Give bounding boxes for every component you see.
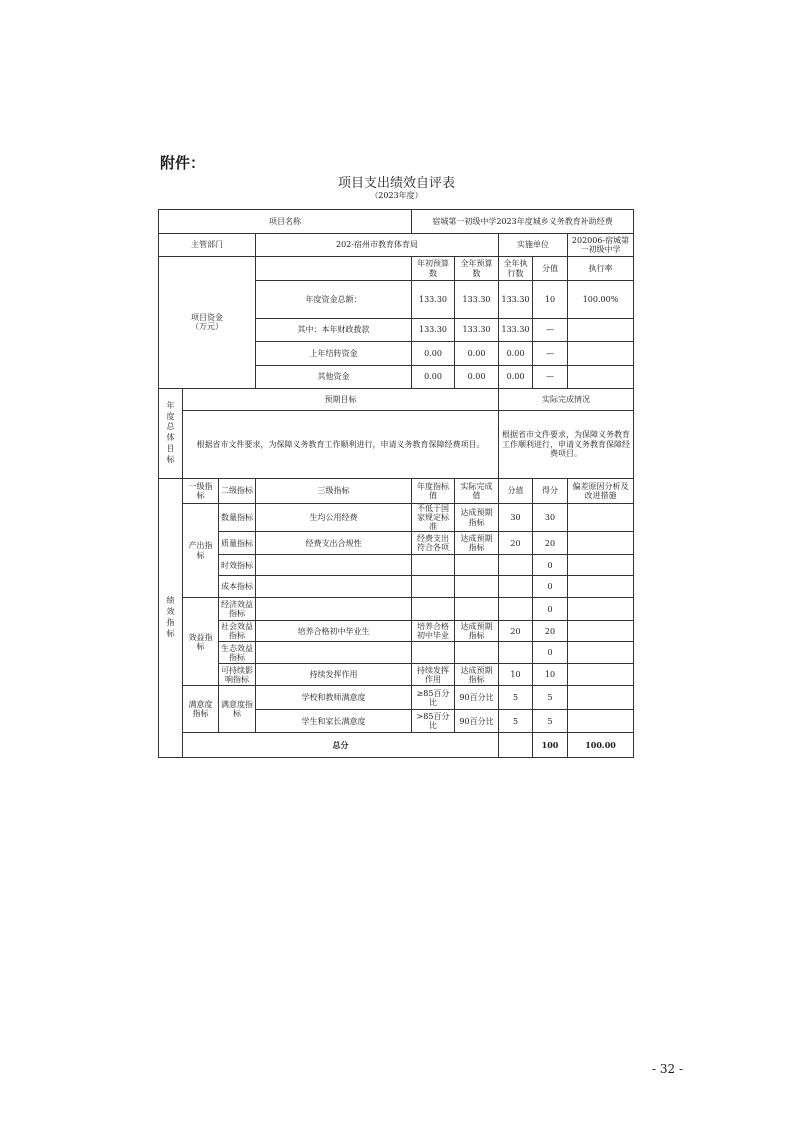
ind-target — [412, 642, 455, 664]
ind-score: 0 — [533, 576, 568, 598]
goals-actual-text: 根据省市文件要求，为保障义务教育工作顺利进行，申请义务教育保障经费项目。 — [499, 410, 634, 478]
ind-level2: 时效指标 — [219, 555, 256, 576]
ind-value: 10 — [499, 664, 533, 686]
ind-level3: 培养合格初中毕业生 — [256, 621, 412, 642]
ind-analysis — [568, 532, 634, 555]
ind-target — [412, 576, 455, 598]
ind-analysis — [568, 555, 634, 576]
ind-header-target: 年度指标值 — [412, 478, 455, 503]
funds-executed: 133.30 — [499, 281, 533, 319]
ind-target: 不低于国家规定标准 — [412, 503, 455, 532]
ind-score: 5 — [533, 686, 568, 710]
funds-rate — [568, 318, 634, 341]
funds-row-name: 年度资金总额： — [256, 281, 412, 319]
ind-analysis — [568, 598, 634, 621]
ind-header-value: 分值 — [499, 478, 533, 503]
funds-header: 执行率 — [568, 257, 634, 281]
ind-analysis — [568, 642, 634, 664]
ind-level3: 学校和教师满意度 — [256, 686, 412, 710]
ind-level2: 成本指标 — [219, 576, 256, 598]
ind-score: 0 — [533, 642, 568, 664]
ind-target: 培养合格初中毕业 — [412, 621, 455, 642]
ind-analysis — [568, 710, 634, 733]
funds-score-value: — — [533, 365, 568, 388]
funds-annual: 0.00 — [455, 365, 499, 388]
funds-rate: 100.00% — [568, 281, 634, 319]
ind-level3: 持续发挥作用 — [256, 664, 412, 686]
ind-actual: 达成预期指标 — [455, 503, 499, 532]
dept-value: 202-宿州市教育体育局 — [256, 234, 499, 257]
ind-analysis — [568, 503, 634, 532]
ind-level2: 满意度指标 — [219, 686, 256, 733]
goals-expected-text: 根据省市文件要求，为保障义务教育工作顺利进行，申请义务教育保障经费项目。 — [183, 410, 499, 478]
total-value: 100 — [533, 733, 568, 758]
funds-label: 项目资金 （万元） — [159, 257, 256, 389]
ind-value: 5 — [499, 710, 533, 733]
ind-analysis — [568, 576, 634, 598]
ind-level2: 经济效益指标 — [219, 598, 256, 621]
ind-target: 经费支出符合各项 — [412, 532, 455, 555]
ind-score: 0 — [533, 598, 568, 621]
funds-score-value: — — [533, 341, 568, 365]
ind-header-level3: 三级指标 — [256, 478, 412, 503]
ind-actual: 90百分比 — [455, 710, 499, 733]
funds-header: 全年执行数 — [499, 257, 533, 281]
ind-level2: 数量指标 — [219, 503, 256, 532]
page-subtitle: （2023年度） — [370, 191, 423, 200]
ind-value: 20 — [499, 532, 533, 555]
total-label: 总分 — [183, 733, 499, 758]
ind-level2: 生态效益指标 — [219, 642, 256, 664]
ind-level3: 生均公用经费 — [256, 503, 412, 532]
ind-level3 — [256, 642, 412, 664]
ind-level2: 可持续影响指标 — [219, 664, 256, 686]
ind-value — [499, 555, 533, 576]
ind-level3 — [256, 555, 412, 576]
ind-target — [412, 598, 455, 621]
output-indicator-label: 产出指标 — [183, 503, 219, 598]
ind-header-analysis: 偏差原因分析及改进措施 — [568, 478, 634, 503]
funds-header-blank — [256, 257, 412, 281]
dept-label: 主管部门 — [159, 234, 256, 257]
ind-target: ≥85百分比 — [412, 686, 455, 710]
ind-level2: 质量指标 — [219, 532, 256, 555]
ind-analysis — [568, 686, 634, 710]
ind-actual — [455, 555, 499, 576]
funds-initial: 0.00 — [412, 365, 455, 388]
funds-header: 全年预算数 — [455, 257, 499, 281]
ind-actual — [455, 598, 499, 621]
funds-annual: 133.30 — [455, 281, 499, 319]
ind-value: 30 — [499, 503, 533, 532]
attachment-label: 附件： — [160, 154, 206, 172]
funds-initial: 0.00 — [412, 341, 455, 365]
page-number: - 32 - — [652, 1062, 684, 1076]
funds-initial: 133.30 — [412, 281, 455, 319]
funds-score-value: 10 — [533, 281, 568, 319]
ind-level3 — [256, 598, 412, 621]
evaluation-table — [158, 209, 634, 758]
ind-level3: 经费支出合规性 — [256, 532, 412, 555]
funds-rate — [568, 341, 634, 365]
project-name-label: 项目名称 — [159, 210, 412, 234]
funds-executed: 133.30 — [499, 318, 533, 341]
total-blank — [499, 733, 533, 758]
funds-score-value: — — [533, 318, 568, 341]
goals-expected-header: 预期目标 — [183, 388, 499, 410]
ind-analysis — [568, 664, 634, 686]
ind-level2: 社会效益指标 — [219, 621, 256, 642]
indicators-label: 绩 效 指 标 — [159, 478, 183, 758]
funds-header: 分值 — [533, 257, 568, 281]
funds-header: 年初预算数 — [412, 257, 455, 281]
ind-target: 持续发挥作用 — [412, 664, 455, 686]
ind-score: 20 — [533, 532, 568, 555]
ind-target — [412, 555, 455, 576]
impl-value: 202006-宿城第一初级中学 — [568, 234, 634, 257]
ind-value — [499, 576, 533, 598]
satisfaction-indicator-label: 满意度指标 — [183, 686, 219, 733]
ind-score: 0 — [533, 555, 568, 576]
ind-target: >85百分比 — [412, 710, 455, 733]
funds-annual: 133.30 — [455, 318, 499, 341]
ind-actual — [455, 576, 499, 598]
ind-level3 — [256, 576, 412, 598]
project-name: 宿城第一初级中学2023年度城乡义务教育补助经费 — [412, 210, 634, 234]
funds-initial: 133.30 — [412, 318, 455, 341]
ind-score: 5 — [533, 710, 568, 733]
ind-actual — [455, 642, 499, 664]
ind-level3: 学生和家长满意度 — [256, 710, 412, 733]
impl-label: 实施单位 — [499, 234, 568, 257]
ind-value: 20 — [499, 621, 533, 642]
ind-score: 10 — [533, 664, 568, 686]
ind-actual: 90百分比 — [455, 686, 499, 710]
ind-value — [499, 598, 533, 621]
funds-executed: 0.00 — [499, 341, 533, 365]
ind-header-level2: 二级指标 — [219, 478, 256, 503]
benefit-indicator-label: 效益指标 — [183, 598, 219, 686]
funds-row-name: 其中：本年财政拨款 — [256, 318, 412, 341]
goals-actual-header: 实际完成情况 — [499, 388, 634, 410]
page-title: 项目支出绩效自评表 — [337, 176, 455, 191]
ind-header-score: 得分 — [533, 478, 568, 503]
funds-row-name: 其他资金 — [256, 365, 412, 388]
ind-actual: 达成预期指标 — [455, 664, 499, 686]
funds-executed: 0.00 — [499, 365, 533, 388]
ind-actual: 达成预期指标 — [455, 621, 499, 642]
ind-score: 30 — [533, 503, 568, 532]
ind-header-actual: 实际完成值 — [455, 478, 499, 503]
funds-rate — [568, 365, 634, 388]
ind-value — [499, 642, 533, 664]
ind-header-level1: 一级指标 — [183, 478, 219, 503]
ind-value: 5 — [499, 686, 533, 710]
ind-analysis — [568, 621, 634, 642]
ind-score: 20 — [533, 621, 568, 642]
funds-row-name: 上年结转资金 — [256, 341, 412, 365]
ind-actual: 达成预期指标 — [455, 532, 499, 555]
goals-label: 年 度 总 体 目 标 — [159, 388, 183, 478]
total-score: 100.00 — [568, 733, 634, 758]
funds-annual: 0.00 — [455, 341, 499, 365]
